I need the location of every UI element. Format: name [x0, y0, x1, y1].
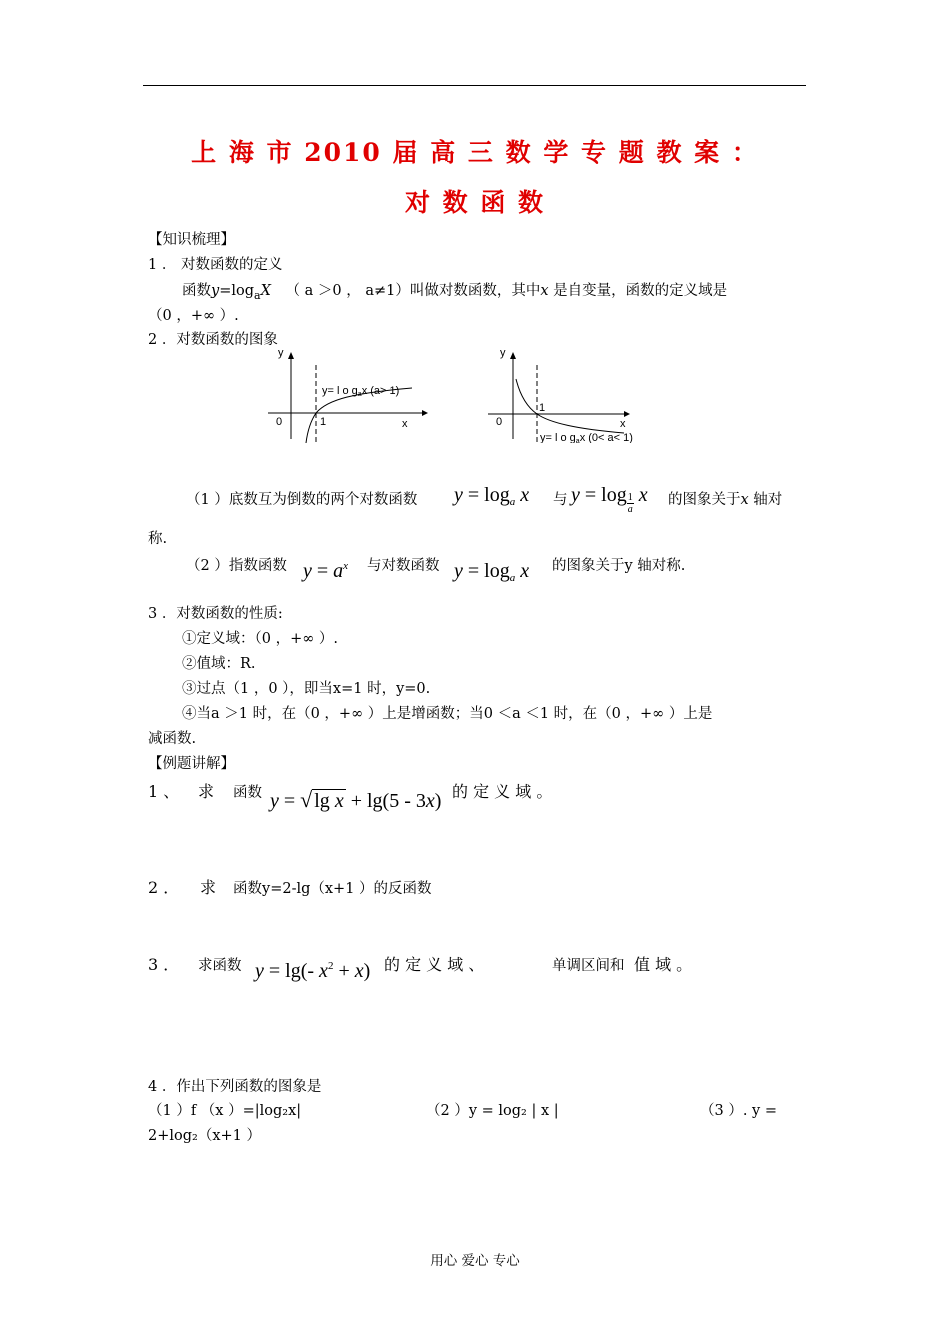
example1-tail: 的 定 义 域 。: [452, 782, 553, 801]
property-monotonic-end: 减函数.: [148, 731, 197, 747]
example4-heading: 4 ．作出下列函数的图象是: [148, 1079, 322, 1095]
top-rule: [143, 85, 806, 86]
property-domain: ①定义域：（0 ，+∞ ）.: [182, 631, 339, 647]
page-footer: 用心 爱心 专心: [430, 1253, 520, 1269]
example3-text: 求函数: [198, 958, 242, 974]
example2-number: 2 ．: [148, 878, 180, 897]
note2-suffix: 的图象关于y 轴对称.: [552, 558, 686, 574]
graph1-x-label: x: [402, 418, 408, 430]
example3-number: 3 ．: [148, 955, 180, 974]
example1-ask: 求: [198, 782, 215, 801]
graph2-origin: 0: [496, 416, 503, 428]
example4-part-b: （2 ）y = log₂ | x |: [426, 1103, 559, 1119]
property-point: ③过点（1 ，0 ），即当x=1 时，y=0.: [182, 681, 431, 697]
section-header-knowledge: 【知识梳理】: [148, 232, 235, 248]
example4-part-c-cont: 2+log₂（x+1 ）: [148, 1128, 261, 1144]
note1-prefix: （1 ）底数互为倒数的两个对数函数: [186, 492, 418, 508]
section-header-examples: 【例题讲解】: [148, 756, 235, 772]
example1-word: 函数: [233, 785, 262, 801]
graph2-x-label: x: [620, 418, 626, 430]
note2-formula2: $y = \log_a x$: [454, 560, 530, 584]
graph2-y-label: y: [500, 347, 506, 359]
example3-formula: y = lg(- $x^2 + x$): [255, 960, 371, 982]
graph1-curve-label: y= l o gax (a> 1): [322, 385, 400, 398]
example1-number: 1 、: [148, 782, 180, 801]
example3-tail2: 单调区间和: [552, 958, 625, 974]
graph2-one: 1: [539, 402, 546, 414]
item1-heading: 1 ． 对数函数的定义: [148, 257, 283, 273]
note1-with: 与: [553, 492, 568, 508]
property-monotonic: ④当a ＞1 时，在（0 ，+∞ ）上是增函数；当0 ＜a ＜1 时，在（0 ，+∞ ）上是: [182, 706, 713, 722]
graph2-curve-label: y= l o gax (0< a< 1): [540, 432, 633, 443]
example2-ask: 求: [200, 878, 217, 897]
item3-heading: 3 ．对数函数的性质:: [148, 606, 283, 622]
log-graph-a-gt-1: [262, 343, 462, 443]
item2-heading: 2 ．对数函数的图象: [148, 332, 278, 348]
note1-suffix: 的图象关于x 轴对: [668, 492, 783, 508]
note2-mid: 与对数函数: [367, 558, 440, 574]
example3-tail1: 的 定 义 域 、: [384, 955, 485, 974]
example2-text: 函数y=2-lg（x+1 ）的反函数: [233, 881, 432, 897]
example4-part-a: （1 ）f （x ）=|log₂x|: [148, 1103, 302, 1119]
note2-prefix: （2 ）指数函数: [186, 558, 287, 574]
page-subtitle: 对 数 函 数: [404, 188, 546, 217]
note1-formula2: y = log $\frac{1}{a}$ x: [571, 484, 648, 515]
property-range: ②值域：R.: [182, 656, 256, 672]
note2-formula1: $y = a^x$: [303, 560, 349, 582]
note1-end: 称.: [148, 531, 168, 547]
note1-formula1: $y = \log_a x$: [454, 484, 530, 508]
example4-part-c: （3 ）. y =: [700, 1103, 778, 1119]
definition-domain: （0 ，+∞ ）.: [148, 308, 239, 324]
graph1-origin: 0: [276, 416, 283, 428]
example1-formula: y = √ lg x + lg(5 - 3x): [270, 787, 442, 812]
definition-line: 函数$y=\log_aX$ （ a ＞0 ， a≠1）叫做对数函数，其中x 是自变量，函数的定义域是: [182, 283, 728, 302]
graph1-y-label: y: [278, 347, 284, 359]
graph1-one: 1: [320, 416, 327, 428]
log-graph-0-lt-a-lt-1: [482, 343, 682, 443]
example3-tail3: 值 域 。: [634, 955, 693, 974]
page-title: 上 海 市 2010 届 高 三 数 学 专 题 教 案 ：: [191, 138, 759, 167]
